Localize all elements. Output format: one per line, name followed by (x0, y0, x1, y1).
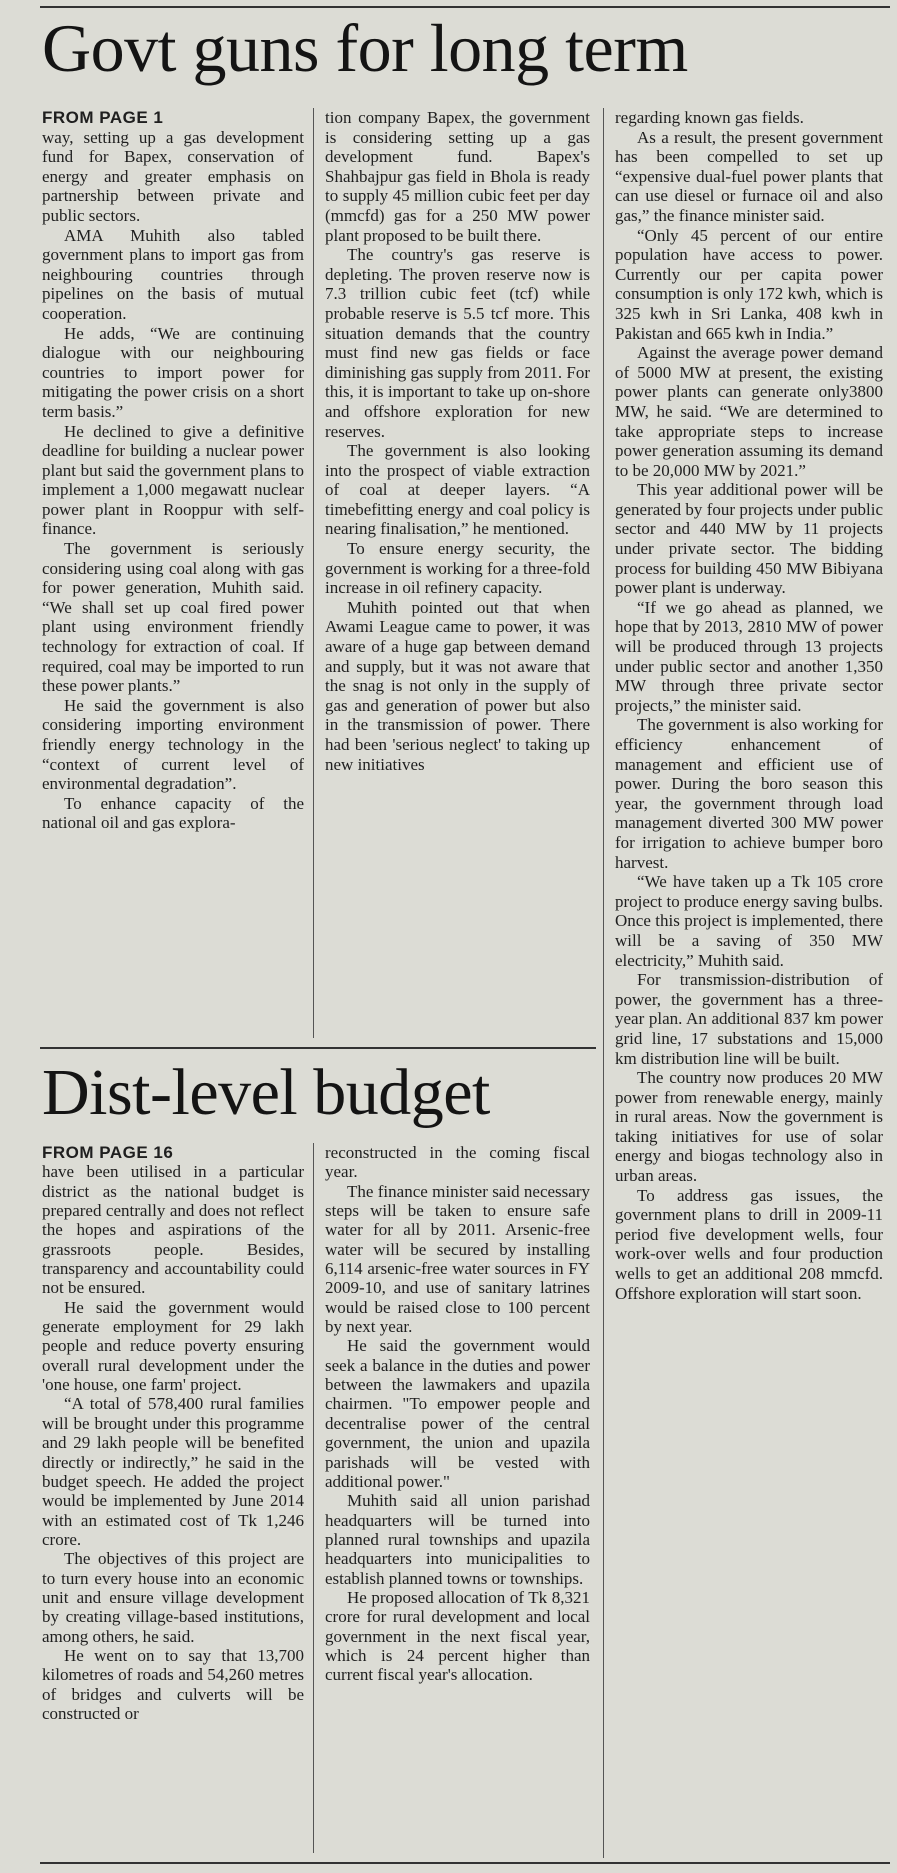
jump-line-from-page-16: FROM PAGE 16 (42, 1143, 174, 1162)
headline-govt-guns: Govt guns for long term (42, 10, 688, 86)
govt-paragraph: To ensure energy security, the government is working for a three-fold increase in oil refinery capacity. (325, 539, 590, 598)
govt-paragraph: “If we go ahead as planned, we hope that by 2013, 2810 MW of power will be produced through 13 projects under public sector and another 1,350 MW through three private sector projects,” the minister said. (615, 597, 883, 715)
govt-paragraph: To enhance capacity of the national oil and gas explora- (42, 793, 304, 833)
dist-column-2 (325, 1143, 590, 1853)
column-divider (603, 108, 604, 1858)
dist-paragraph: “A total of 578,400 rural families will be brought under this programme and 29 lakh people will be benefited directly or indirectly,” he said in the budget speech. He added the project would be implemented by June 2014 with an estimated cost of Tk 1,246 crore. (42, 1394, 304, 1549)
headline-dist-level-budget: Dist-level budget (42, 1056, 490, 1129)
govt-paragraph: This year additional power will be generated by four projects under public sector and 440 MW by 11 projects under private sector. The bidding process for building 450 MW Bibiyana power plant is underway. (615, 480, 883, 598)
govt-paragraph: “We have taken up a Tk 105 crore project to produce energy saving bulbs. Once this project is implemented, there will be a saving of 350 MW electricity,” Muhith said. (615, 872, 883, 970)
column-divider (313, 1143, 314, 1853)
govt-paragraph: The government is also working for efficiency enhancement of management and efficient use of power. During the boro season this year, the government through load management diverted 300 MW power for irrigation to achieve bumper boro harvest. (615, 715, 883, 872)
govt-paragraph: Against the average power demand of 5000 MW at present, the existing power plants can generate only3800 MW, he said. “We are determined to take appropriate steps to increase power generation assuming its demand to be 20,000 MW by 2021.” (615, 343, 883, 480)
govt-paragraph: way, setting up a gas development fund for Bapex, conservation of energy and greater emphasis on partnership between private and public sectors. (42, 127, 304, 225)
article-divider (40, 1047, 596, 1049)
govt-paragraph: “Only 45 percent of our entire population have access to power. Currently our per capita power consumption is only 172 kwh, which is 325 kwh in Sri Lanka, 408 kwh in Pakistan and 665 kwh in India.” (615, 225, 883, 343)
govt-paragraph: For transmission-distribution of power, the government has a three-year plan. An additional 837 km power grid line, 17 substations and 15,000 km distribution line will be built. (615, 970, 883, 1068)
dist-paragraph: Muhith said all union parishad headquarters will be turned into planned rural townships and upazila headquarters into municipalities to establish planned towns or townships. (325, 1491, 590, 1588)
dist-paragraph: He said the government would generate employment for 29 lakh people and reduce poverty ensuring overall rural development under the 'one house, one farm' project. (42, 1297, 304, 1395)
govt-paragraph: The country's gas reserve is depleting. The proven reserve now is 7.3 trillion cubic feet (tcf) while probable reserve is 5.5 tcf more. This situation demands that the country must find new gas fields or face diminishing gas supply from 2011. For this, it is important to take up on-shore and offshore exploration for new reserves. (325, 245, 590, 441)
govt-column-1 (42, 108, 304, 1038)
govt-paragraph: The country now produces 20 MW power from renewable energy, mainly in rural areas. Now the government is taking initiatives for use of solar energy and biogas technology also in urban areas. (615, 1068, 883, 1186)
govt-paragraph: regarding known gas fields. (615, 108, 804, 127)
dist-paragraph: He went on to say that 13,700 kilometres of roads and 54,260 metres of bridges and culverts will be constructed or (42, 1645, 304, 1723)
jump-line-from-page-1: FROM PAGE 1 (42, 108, 164, 127)
dist-paragraph: The finance minister said necessary steps will be taken to ensure safe water for all by 2011. Arsenic-free water will be secured by installing 6,114 arsenic-free water sources in FY 2009-10, and use of sanitary latrines would be raised close to 100 percent by next year. (325, 1181, 590, 1337)
govt-column-3 (615, 108, 883, 1853)
dist-paragraph: have been utilised in a particular district as the national budget is prepared centrally and does not reflect the hopes and aspirations of the grassroots people. Besides, transparency and accountability could not be ensured. (42, 1162, 304, 1298)
column-divider (313, 108, 314, 1038)
govt-paragraph: AMA Muhith also tabled government plans to import gas from neighbouring countries through pipelines on the basis of mutual cooperation. (42, 225, 304, 323)
govt-paragraph: He adds, “We are continuing dialogue with our neighbouring countries to import power for mitigating the power crisis on a short term basis.” (42, 323, 304, 421)
govt-paragraph: The government is seriously considering using coal along with gas for power generation, Muhith said. “We shall set up coal fired power plant using environment friendly technology for extraction of coal. If required, coal may be imported to run these power plants.” (42, 539, 304, 696)
govt-paragraph: tion company Bapex, the government is considering setting up a gas development fund. Bapex's Shahbajpur gas field in Bhola is ready to supply 45 million cubic feet per day (mmcfd) gas for a 250 MW power plant proposed to be built there. (325, 108, 590, 245)
dist-paragraph: He said the government would seek a balance in the duties and power between the lawmakers and upazila chairmen. "To empower people and decentralise power of the central government, the union and upazila parishads will be vested with additional power." (325, 1336, 590, 1491)
dist-column-1 (42, 1143, 304, 1853)
dist-paragraph: He proposed allocation of Tk 8,321 crore for rural development and local government in the next fiscal year, which is 24 percent higher than current fiscal year's allocation. (325, 1587, 590, 1685)
govt-paragraph: The government is also looking into the prospect of viable extraction of coal at deeper layers. “A timebefitting energy and coal policy is nearing finalisation,” he mentioned. (325, 441, 590, 539)
bottom-rule (40, 1862, 890, 1864)
govt-paragraph: He declined to give a definitive deadline for building a nuclear power plant but said the government plans to implement a 1,000 megawatt nuclear power plant in Rooppur with self-finance. (42, 421, 304, 539)
govt-paragraph: As a result, the present government has been compelled to set up “expensive dual-fuel power plants that can use diesel or furnace oil and also gas,” the finance minister said. (615, 127, 883, 225)
govt-paragraph: He said the government is also considering importing environment friendly energy technology in the “context of current level of environmental degradation”. (42, 695, 304, 794)
dist-paragraph: The objectives of this project are to turn every house into an economic unit and ensure village development by creating village-based institutions, among others, he said. (42, 1549, 304, 1646)
govt-paragraph: Muhith pointed out that when Awami League came to power, it was aware of a huge gap between demand and supply, but it was not aware that the snag is not only in the supply of gas and generation of power but also in the transmission of power. There had been 'serious neglect' to taking up new initiatives (325, 597, 590, 774)
govt-column-2 (325, 108, 590, 1038)
top-rule (40, 6, 890, 8)
govt-paragraph: To address gas issues, the government plans to drill in 2009-11 period five development wells, four work-over wells and four production wells to get an additional 208 mmcfd. Offshore exploration will start soon. (615, 1185, 883, 1303)
dist-paragraph: reconstructed in the coming fiscal year. (325, 1143, 590, 1182)
